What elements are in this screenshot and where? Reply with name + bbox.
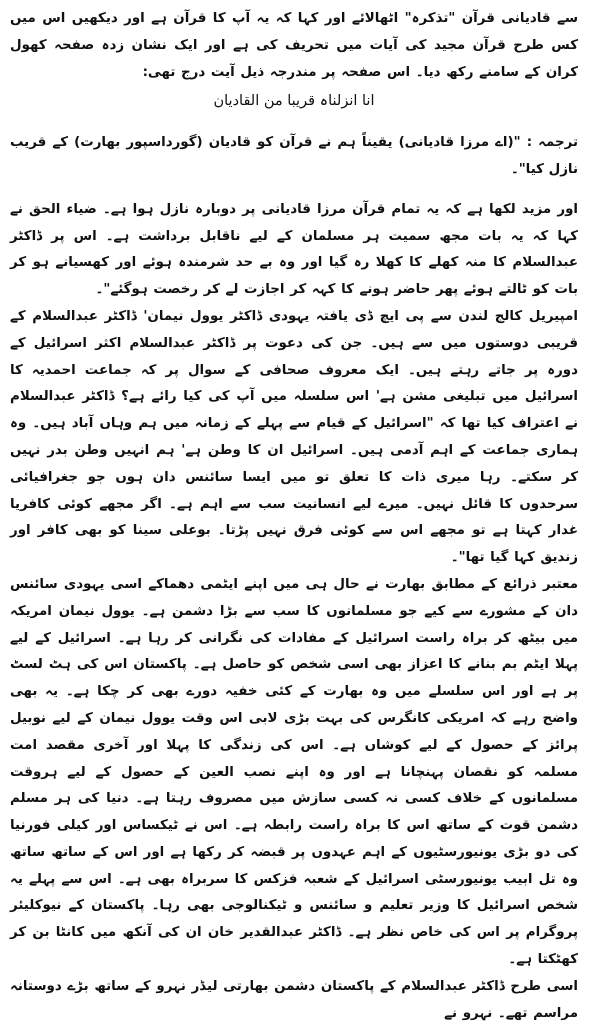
paragraph-imperial-college: امپیریل کالج لندن سے پی ایچ ڈی یافتہ یہودی ڈاکٹر یوول نیمان' ڈاکٹر عبدالسلام کے قریبی دوستوں میں سے ہیں۔ جن کی دعوت پر ڈاکٹر عبدالسلام اکثر اسرائیل کے دورہ پر جاتے رہتے ہیں۔ ایک معروف صحافی کے سوال پر کہ جماعت احمدیہ کا اسرائیل میں تبلیغی مشن ہے' اس سلسلہ میں آپ کی کیا رائے ہے؟ ڈاکٹر عبدالسلام نے اعتراف کیا تھا کہ "اسرائیل کے قیام سے پہلے کے زمانہ میں ہم وہاں آباد ہیں۔ وہ ہماری جماعت کے اہم آدمی ہیں۔ اسرائیل ان کا وطن ہے' ہم انہیں وطن بدر نہیں کر سکتے۔ رہا میری ذات کا تعلق تو میں ایسا سائنس دان ہوں جو جغرافیائی سرحدوں کا قائل نہیں۔ میرے لیے انسانیت سب سے اہم ہے۔ اگر مجھے کوئی کافریا غدار کہتا ہے تو مجھے اس سے کوئی فرق نہیں پڑتا۔ بوعلی سینا کو بھی کافر اور زندیق کہا گیا تھا"۔ bbox=[10, 308, 578, 566]
document-page bbox=[10, 6, 578, 1021]
paragraph-nehru: اسی طرح ڈاکٹر عبدالسلام کے پاکستان دشمن بھارتی لیڈر نہرو کے ساتھ بڑے دوستانہ مراسم تھے۔ نہرو نے bbox=[10, 978, 578, 1021]
quoted-verse: انا انزلناہ قریبا من القادیان bbox=[213, 93, 375, 110]
paragraph-intro: سے قادیانی قرآن "تذکرہ" اٹھالائے اور کہا کہ یہ آپ کا قرآن ہے اور دیکھیں اس میں کس طرح قرآن مجید کی آیات میں تحریف کی ہے اور ایک نشان زدہ صفحہ کھول کران کے سامنے رکھ دیا۔ اس صفحہ پر مندرجہ ذیل آیت درج تھی: bbox=[10, 11, 578, 80]
verse-translation: ترجمہ : "(اے مرزا قادیانی) یقیناً ہم نے قرآن کو قادیان (گورداسپور بھارت) کے قریب نازل کیا"۔ bbox=[10, 134, 578, 177]
paragraph-reaction: اور مزید لکھا ہے کہ یہ تمام قرآن مرزا قادیانی پر دوبارہ نازل ہوا ہے۔ ضیاء الحق نے کہا کہ یہ بات مجھ سمیت ہر مسلمان کے لیے ناقابل برداشت ہے۔ اس پر ڈاکٹر عبدالسلام کا منہ کھلے کا کھلا رہ گیا اور وہ بے حد شرمندہ ہوئے اور کھسیانے ہو کر بات کو ٹالتے ہوئے پھر حاضر ہونے کا کہہ کر اجازت لے کر رخصت ہوگئے"۔ bbox=[10, 201, 578, 298]
paragraph-sources: معتبر ذرائع کے مطابق بھارت نے حال ہی میں اپنے ایٹمی دھماکے اسی یہودی سائنس دان کے مشورے سے کیے جو مسلمانوں کا سب سے بڑا دشمن ہے۔ یوول نیمان امریکہ میں بیٹھ کر براہ راست اسرائیل کے مفادات کی نگرانی کر رہا ہے۔ اسرائیل کے لیے پہلا ایٹم بم بنانے کا اعزاز بھی اسی شخص کو حاصل ہے۔ پاکستان اس کی ہٹ لسٹ پر ہے اور اس سلسلے میں وہ بھارت کے کئی خفیہ دورے بھی کر چکا ہے۔ یہ بھی واضح رہے کہ امریکی کانگرس کی بہت بڑی لابی اس وقت یوول نیمان کے لیے نوبیل پرائز کے حصول کے لیے کوشاں ہے۔ اس کی زندگی کا پہلا اور آخری مقصد امت مسلمہ کو نقصان پہنچانا ہے اور وہ اپنے نصب العین کے حصول کے لیے ہروقت مسلمانوں کے خلاف کسی نہ کسی سازش میں مصروف رہتا ہے۔ دنیا کی ہر مسلم دشمن قوت کے ساتھ اس کا براہ راست رابطہ ہے۔ اس نے ٹیکساس اور کیلی فورنیا کی دو بڑی یونیورسٹیوں کے اہم عہدوں پر قبضہ کر رکھا ہے اور اس کے ساتھ ساتھ وہ تل ابیب یونیورسٹی اسرائیل کے شعبہ فزکس کا سربراہ بھی ہے۔ اس سے پہلے یہ شخص اسرائیل کا وزیر تعلیم و سائنس و ٹیکنالوجی بھی رہا۔ پاکستان کے نیوکلیئر پروگرام پر اس کی خاص نظر ہے۔ ڈاکٹر عبدالقدیر خان ان کی آنکھ میں کانٹا بن کر کھٹکتا ہے۔ bbox=[10, 576, 578, 968]
